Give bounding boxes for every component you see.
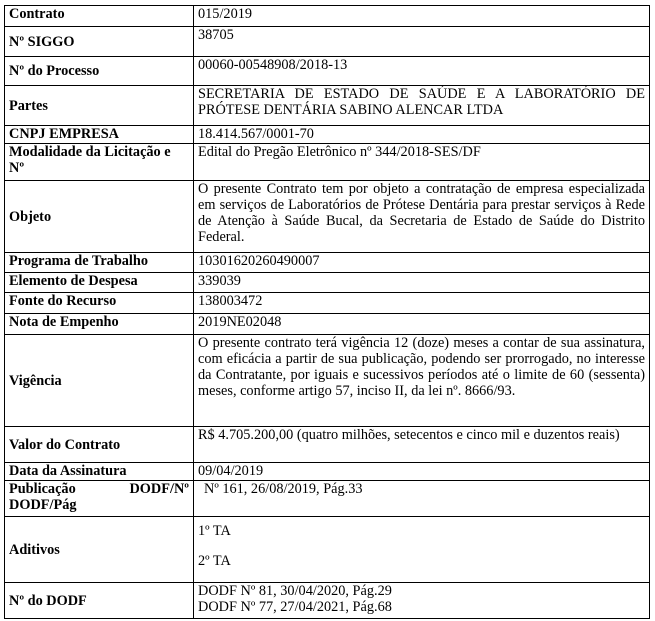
row-cnpj — [5, 126, 650, 144]
row-publicacao — [5, 481, 650, 517]
label-publicacao-b: DODF/Nº — [129, 481, 189, 497]
label-programa: Programa de Trabalho — [5, 253, 194, 273]
aditivo-item-2: 2º TA — [198, 553, 231, 569]
contract-table — [4, 5, 650, 619]
value-valor: R$ 4.705.200,00 (quatro milhões, setecentos e cinco mil e duzentos reais) — [194, 427, 650, 463]
value-dodf — [194, 583, 650, 619]
label-assinatura: Data da Assinatura — [5, 463, 194, 481]
row-aditivos — [5, 517, 650, 583]
label-publicacao-a: Publicação — [9, 481, 76, 497]
value-processo: 00060-00548908/2018-13 — [194, 57, 650, 86]
aditivo-item-1: 1º TA — [198, 523, 231, 539]
row-valor — [5, 427, 650, 463]
row-vigencia — [5, 335, 650, 427]
value-publicacao — [194, 481, 650, 517]
row-empenho — [5, 314, 650, 335]
value-cnpj: 18.414.567/0001-70 — [194, 126, 650, 144]
dodf-item-2: DODF Nº 77, 27/04/2021, Pág.68 — [198, 599, 392, 615]
value-empenho: 2019NE02048 — [194, 314, 650, 335]
label-objeto: Objeto — [5, 181, 194, 253]
label-partes: Partes — [5, 86, 194, 126]
value-programa: 10301620260490007 — [194, 253, 650, 273]
label-aditivos: Aditivos — [5, 517, 194, 583]
dodf-item-1: DODF Nº 81, 30/04/2020, Pág.29 — [198, 583, 392, 599]
value-contrato: 015/2019 — [194, 6, 650, 27]
label-processo: Nº do Processo — [5, 57, 194, 86]
row-programa — [5, 253, 650, 273]
label-fonte: Fonte do Recurso — [5, 293, 194, 314]
label-publicacao — [5, 481, 194, 517]
value-objeto: O presente Contrato tem por objeto a contratação de empresa especializada em serviços de Laboratórios de Prótese Dentária para prestar serviços à Rede de Atenção à Saúde Bucal, da Secretaria de Estado de Saúde do Distrito Federal. — [194, 181, 650, 253]
value-publicacao-text: Nº 161, 26/08/2019, Pág.33 — [204, 481, 363, 497]
value-modalidade: Edital do Pregão Eletrônico nº 344/2018-SES/DF — [194, 144, 650, 181]
label-vigencia: Vigência — [5, 335, 194, 427]
row-objeto — [5, 181, 650, 253]
label-publicacao-c: DODF/Pág — [9, 497, 77, 513]
row-contrato — [5, 6, 650, 27]
row-siggo — [5, 27, 650, 57]
label-empenho: Nota de Empenho — [5, 314, 194, 335]
row-processo — [5, 57, 650, 86]
row-elemento — [5, 273, 650, 293]
value-assinatura: 09/04/2019 — [194, 463, 650, 481]
label-contrato: Contrato — [5, 6, 194, 27]
row-fonte — [5, 293, 650, 314]
value-partes: SECRETARIA DE ESTADO DE SAÚDE E A LABORATÓRIO DE PRÓTESE DENTÁRIA SABINO ALENCAR LTDA — [194, 86, 650, 126]
row-partes — [5, 86, 650, 126]
row-modalidade — [5, 144, 650, 181]
row-assinatura — [5, 463, 650, 481]
row-dodf — [5, 583, 650, 619]
label-dodf: Nº do DODF — [5, 583, 194, 619]
label-elemento: Elemento de Despesa — [5, 273, 194, 293]
label-siggo: Nº SIGGO — [5, 27, 194, 57]
label-valor: Valor do Contrato — [5, 427, 194, 463]
value-fonte: 138003472 — [194, 293, 650, 314]
label-modalidade: Modalidade da Licitação e Nº — [5, 144, 194, 181]
value-aditivos — [194, 517, 650, 583]
label-cnpj: CNPJ EMPRESA — [5, 126, 194, 144]
value-siggo: 38705 — [194, 27, 650, 57]
value-elemento: 339039 — [194, 273, 650, 293]
value-vigencia: O presente contrato terá vigência 12 (doze) meses a contar de sua assinatura, com eficácia a partir de sua publicação, podendo ser prorrogado, no interesse da Contratante, por iguais e sucessivos períodos até o limite de 60 (sessenta) meses, conforme artigo 57, inciso II, da lei nº. 8666/93. — [194, 335, 650, 427]
